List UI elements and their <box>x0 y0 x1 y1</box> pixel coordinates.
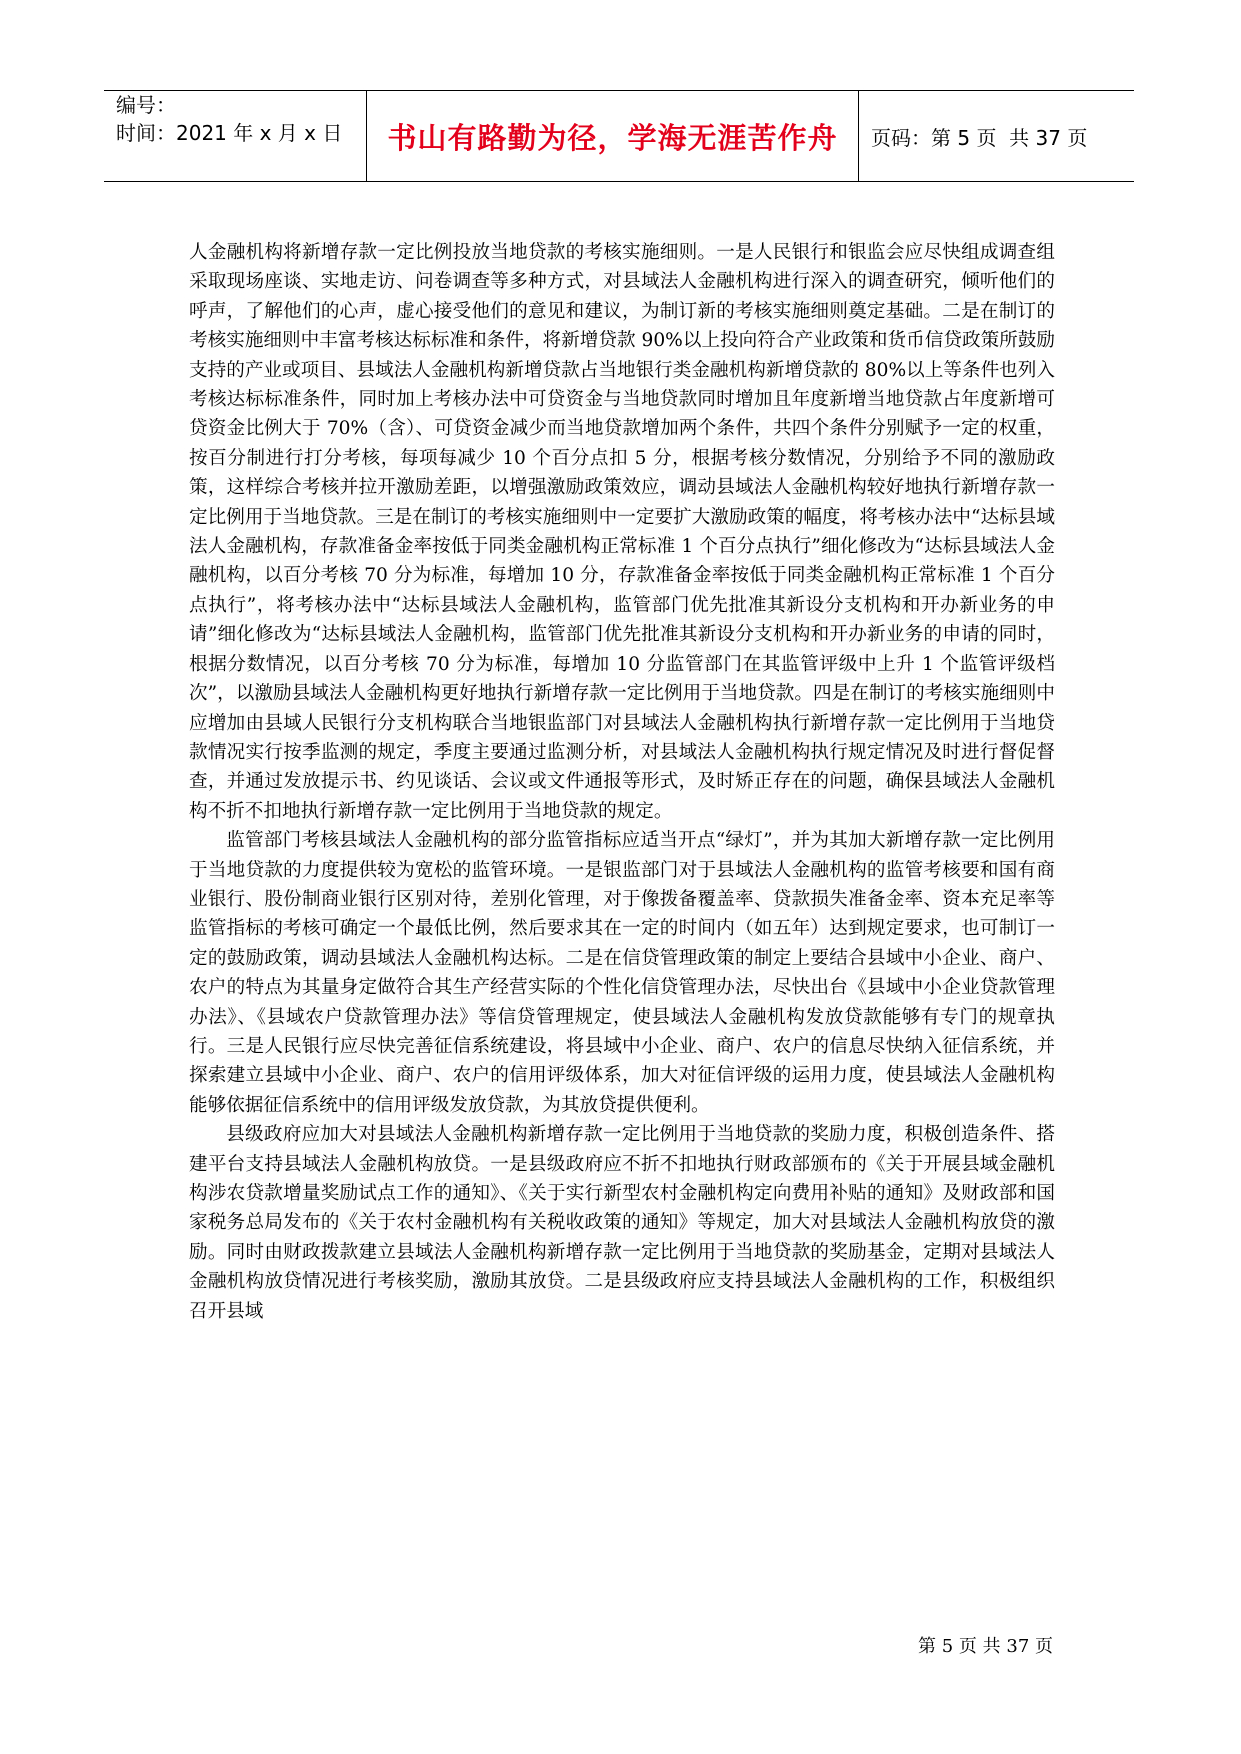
header-meta-cell <box>104 91 367 181</box>
header-page-code: 页码：第 5 页 共 37 页 <box>871 125 1088 150</box>
header-page-code-cell <box>859 91 1134 181</box>
header-motto: 书山有路勤为径，学海无涯苦作舟 <box>367 91 859 181</box>
page-header <box>104 90 1134 182</box>
page-footer: 第 5 页 共 37 页 <box>918 1636 1053 1657</box>
document-time-label: 时间：2021 年 x 月 x 日 <box>116 121 343 145</box>
document-body <box>189 238 1055 1326</box>
body-paragraph: 监管部门考核县域法人金融机构的部分监管指标应适当开点“绿灯”，并为其加大新增存款一定比例用于当地贷款的力度提供较为宽松的监管环境。一是银监部门对于县域法人金融机构的监管考核要和国有商业银行、股份制商业银行区别对待，差别化管理，对于像拨备覆盖率、贷款损失准备金率、资本充足率等监管指标的考核可确定一个最低比例，然后要求其在一定的时间内（如五年）达到规定要求，也可制订一定的鼓励政策，调动县域法人金融机构达标。二是在信贷管理政策的制定上要结合县域中小企业、商户、农户的特点为其量身定做符合其生产经营实际的个性化信贷管理办法，尽快出台《县域中小企业贷款管理办法》、《县域农户贷款管理办法》等信贷管理规定，使县域法人金融机构发放贷款能够有专门的规章执行。三是人民银行应尽快完善征信系统建设，将县域中小企业、商户、农户的信息尽快纳入征信系统，并探索建立县域中小企业、商户、农户的信用评级体系，加大对征信评级的运用力度，使县域法人金融机构能够依据征信系统中的信用评级发放贷款，为其放贷提供便利。 <box>189 830 1055 1116</box>
body-paragraph: 人金融机构将新增存款一定比例投放当地贷款的考核实施细则。一是人民银行和银监会应尽快组成调查组采取现场座谈、实地走访、问卷调查等多种方式，对县域法人金融机构进行深入的调查研究，倾听他们的呼声，了解他们的心声，虚心接受他们的意见和建议，为制订新的考核实施细则奠定基础。二是在制订的考核实施细则中丰富考核达标标准和条件，将新增贷款 90%以上投向符合产业政策和货币信贷政策所鼓励支持的产业或项目、县域法人金融机构新增贷款占当地银行类金融机构新增贷款的 80%以上等条件也列入考核达标标准条件，同时加上考核办法中可贷资金与当地贷款同时增加且年度新增当地贷款占年度新增可贷资金比例大于 70%（含）、可贷资金减少而当地贷款增加两个条件，共四个条件分别赋予一定的权重，按百分制进行打分考核，每项每减少 10 个百分点扣 5 分，根据考核分数情况，分别给予不同的激励政策，这样综合考核并拉开激励差距，以增强激励政策效应，调动县域法人金融机构较好地执行新增存款一定比例用于当地贷款。三是在制订的考核实施细则中一定要扩大激励政策的幅度，将考核办法中“达标县域法人金融机构，存款准备金率按低于同类金融机构正常标准 1 个百分点执行”细化修改为“达标县域法人金融机构，以百分考核 70 分为标准，每增加 10 分，存款准备金率按低于同类金融机构正常标准 1 个百分点执行”，将考核办法中“达标县域法人金融机构，监管部门优先批准其新设分支机构和开办新业务的申请”细化修改为“达标县域法人金融机构，监管部门优先批准其新设分支机构和开办新业务的申请的同时，根据分数情况，以百分考核 70 分为标准，每增加 10 分监管部门在其监管评级中上升 1 个监管评级档次”，以激励县域法人金融机构更好地执行新增存款一定比例用于当地贷款。四是在制订的考核实施细则中应增加由县域人民银行分支机构联合当地银监部门对县域法人金融机构执行新增存款一定比例用于当地贷款情况实行按季监测的规定，季度主要通过监测分析，对县域法人金融机构执行规定情况及时进行督促督查，并通过发放提示书、约见谈话、会议或文件通报等形式，及时矫正存在的问题，确保县域法人金融机构不折不扣地执行新增存款一定比例用于当地贷款的规定。 <box>189 242 1055 822</box>
document-number-label: 编号： <box>116 93 176 117</box>
body-paragraph: 县级政府应加大对县域法人金融机构新增存款一定比例用于当地贷款的奖励力度，积极创造条件、搭建平台支持县域法人金融机构放贷。一是县级政府应不折不扣地执行财政部颁布的《关于开展县域金融机构涉农贷款增量奖励试点工作的通知》、《关于实行新型农村金融机构定向费用补贴的通知》及财政部和国家税务总局发布的《关于农村金融机构有关税收政策的通知》等规定，加大对县域法人金融机构放贷的激励。同时由财政拨款建立县域法人金融机构新增存款一定比例用于当地贷款的奖励基金，定期对县域法人金融机构放贷情况进行考核奖励，激励其放贷。二是县级政府应支持县域法人金融机构的工作，积极组织召开县域 <box>189 1124 1055 1322</box>
